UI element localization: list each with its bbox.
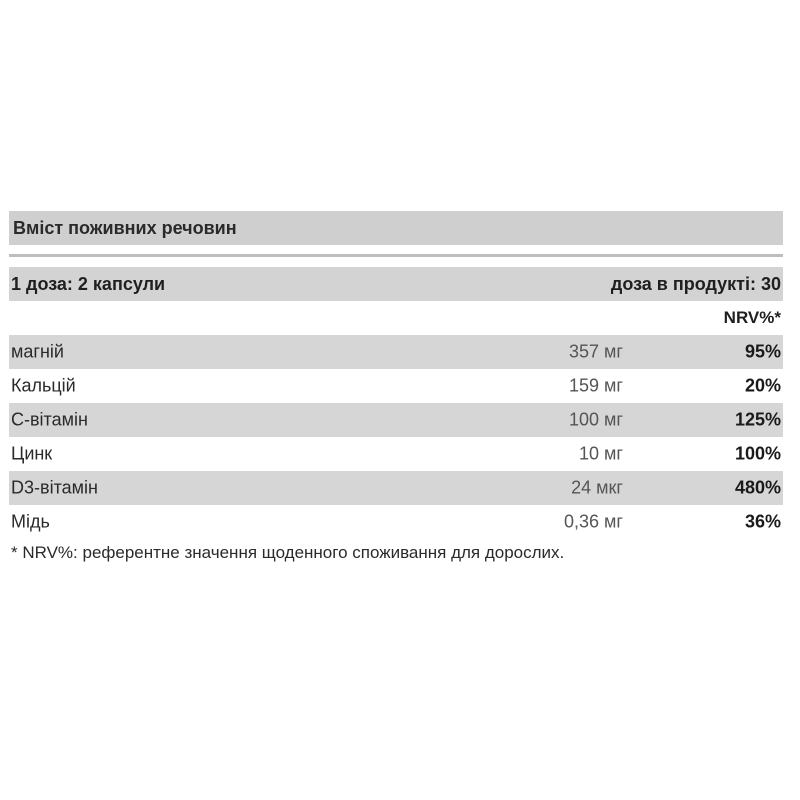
table-row xyxy=(9,403,783,437)
nutrient-name: Кальцій xyxy=(11,375,76,396)
table-row xyxy=(9,505,783,539)
nutrient-table xyxy=(9,211,783,563)
nutrient-nrv: 100% xyxy=(734,443,781,464)
nrv-header-label: NRV%* xyxy=(723,308,781,327)
nrv-footnote: * NRV%: референтне значення щоденного споживання для дорослих. xyxy=(11,543,565,562)
nutrient-amount: 24 мкг xyxy=(571,477,623,498)
nutrient-amount: 10 мг xyxy=(579,443,623,464)
nutrient-amount: 100 мг xyxy=(569,409,623,430)
nutrient-name: С-вітамін xyxy=(11,409,88,430)
nrv-column-header xyxy=(9,301,783,335)
nutrient-nrv: 36% xyxy=(744,511,781,532)
nutrient-name: Цинк xyxy=(11,443,53,464)
dose-info-row xyxy=(9,267,783,301)
table-row xyxy=(9,471,783,505)
table-row xyxy=(9,437,783,471)
table-row xyxy=(9,369,783,403)
nutrient-name: магній xyxy=(11,341,64,362)
nutrient-nrv: 480% xyxy=(734,477,781,498)
table-title: Вміст поживних речовин xyxy=(9,211,783,245)
serving-size: 1 доза: 2 капсули xyxy=(11,273,166,294)
servings-per-container: доза в продукті: 30 xyxy=(610,273,781,294)
nutrient-name: D3-вітамін xyxy=(11,477,98,498)
nutrient-amount: 0,36 мг xyxy=(564,511,623,532)
nutrient-amount: 357 мг xyxy=(569,341,623,362)
title-divider xyxy=(9,254,783,257)
nutrient-amount: 159 мг xyxy=(569,375,623,396)
nutrient-name: Мідь xyxy=(11,511,50,532)
nutrient-nrv: 125% xyxy=(734,409,781,430)
nutrient-nrv: 20% xyxy=(744,375,781,396)
nutrient-nrv: 95% xyxy=(744,341,781,362)
table-row xyxy=(9,335,783,369)
